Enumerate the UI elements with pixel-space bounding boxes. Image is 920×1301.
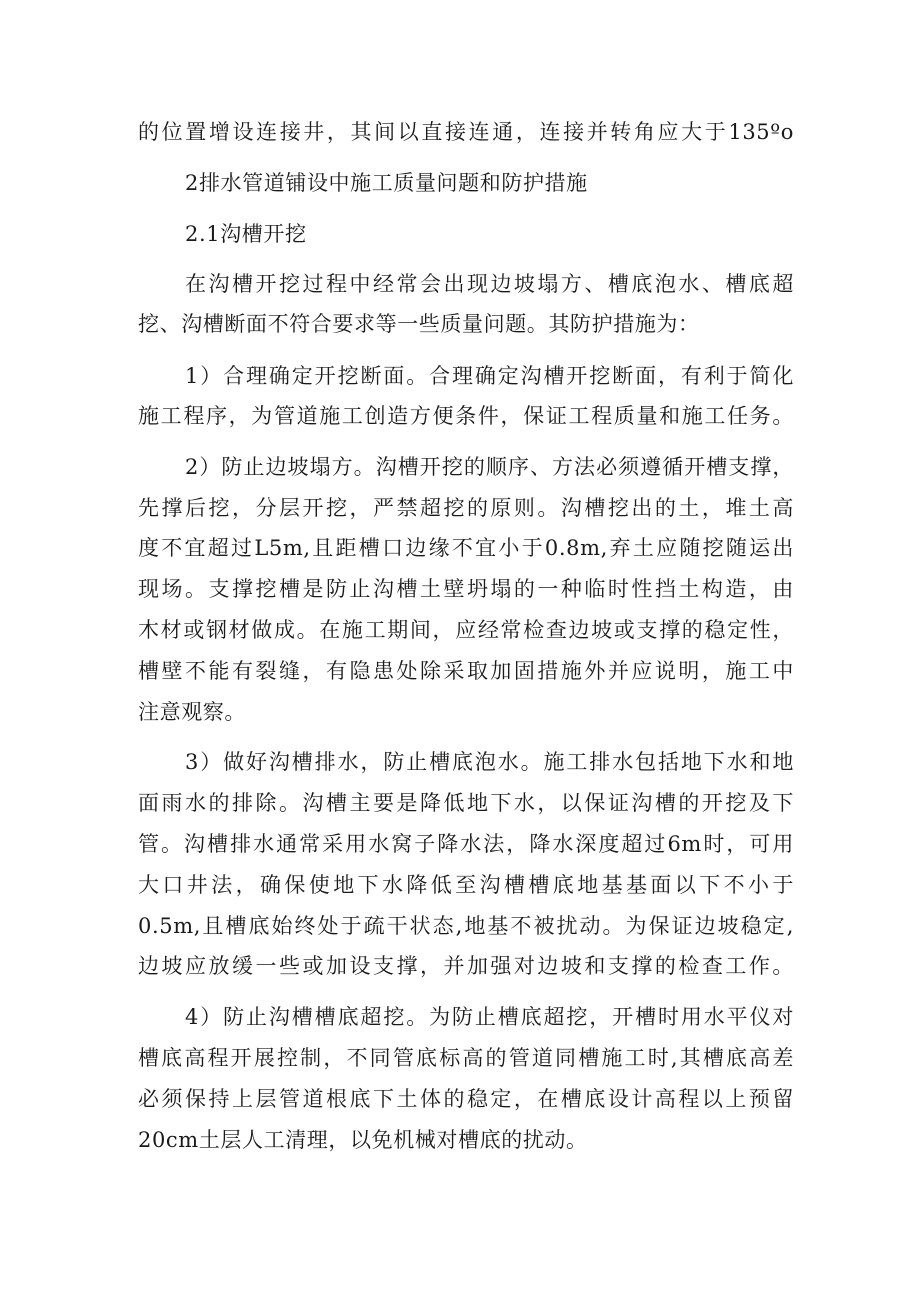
- paragraph-line: 4）防止沟槽槽底超挖。为防止槽底超挖，开槽时用水平仪对: [185, 1005, 794, 1029]
- subsection-heading: 2.1沟槽开挖: [185, 222, 307, 246]
- paragraph-line: 施工程序，为管道施工创造方便条件，保证工程质量和施工任务。: [138, 404, 794, 428]
- paragraph-line: 20cm土层人工清理，以免机械对槽底的扰动。: [138, 1128, 588, 1152]
- paragraph-line: 面雨水的排除。沟槽主要是降低地下水，以保证沟槽的开挖及下: [138, 791, 794, 815]
- paragraph-line: 注意观察。: [138, 700, 246, 724]
- paragraph-line: 木材或钢材做成。在施工期间，应经常检查边坡或支撑的稳定性，: [138, 618, 794, 642]
- paragraph-line: 在沟槽开挖过程中经常会出现边坡塌方、槽底泡水、槽底超: [185, 272, 794, 296]
- paragraph-line: 现场。支撑挖槽是防止沟槽土壁坍塌的一种临时性挡土构造，由: [138, 577, 794, 601]
- paragraph-line: 0.5m,且槽底始终处于疏干状态,地基不被扰动。为保证边坡稳定,: [138, 914, 794, 938]
- paragraph-line: 度不宜超过L5m,且距槽口边缘不宜小于0.8m,弃土应随挖随运出: [138, 536, 794, 560]
- paragraph-line: 槽壁不能有裂缝，有隐患处除采取加固措施外并应说明，施工中: [138, 659, 794, 683]
- paragraph-line: 1）合理确定开挖断面。合理确定沟槽开挖断面，有利于简化: [185, 364, 794, 388]
- section-heading: 2排水管道铺设中施工质量问题和防护措施: [185, 171, 588, 195]
- paragraph-line: 大口井法，确保使地下水降低至沟槽槽底地基基面以下不小于: [138, 873, 794, 897]
- paragraph-line: 必须保持上层管道根底下土体的稳定，在槽底设计高程以上预留: [138, 1087, 794, 1111]
- paragraph-line: 管。沟槽排水通常采用水窝子降水法，降水深度超过6m时，可用: [138, 832, 794, 856]
- paragraph-line: 槽底高程开展控制，不同管底标高的管道同槽施工时,其槽底高差: [138, 1046, 794, 1070]
- paragraph-continuation-line: 的位置增设连接井，其间以直接连通，连接并转角应大于135ºo: [138, 120, 794, 144]
- paragraph-line: 2）防止边坡塌方。沟槽开挖的顺序、方法必须遵循开槽支撑，: [185, 455, 794, 479]
- paragraph-line: 3）做好沟槽排水，防止槽底泡水。施工排水包括地下水和地: [185, 750, 794, 774]
- paragraph-line: 挖、沟槽断面不符合要求等一些质量问题。其防护措施为：: [138, 312, 700, 336]
- paragraph-line: 先撑后挖，分层开挖，严禁超挖的原则。沟槽挖出的土，堆土高: [138, 496, 794, 520]
- paragraph-line: 边坡应放缓一些或加设支撑，并加强对边坡和支撑的检查工作。: [138, 954, 794, 978]
